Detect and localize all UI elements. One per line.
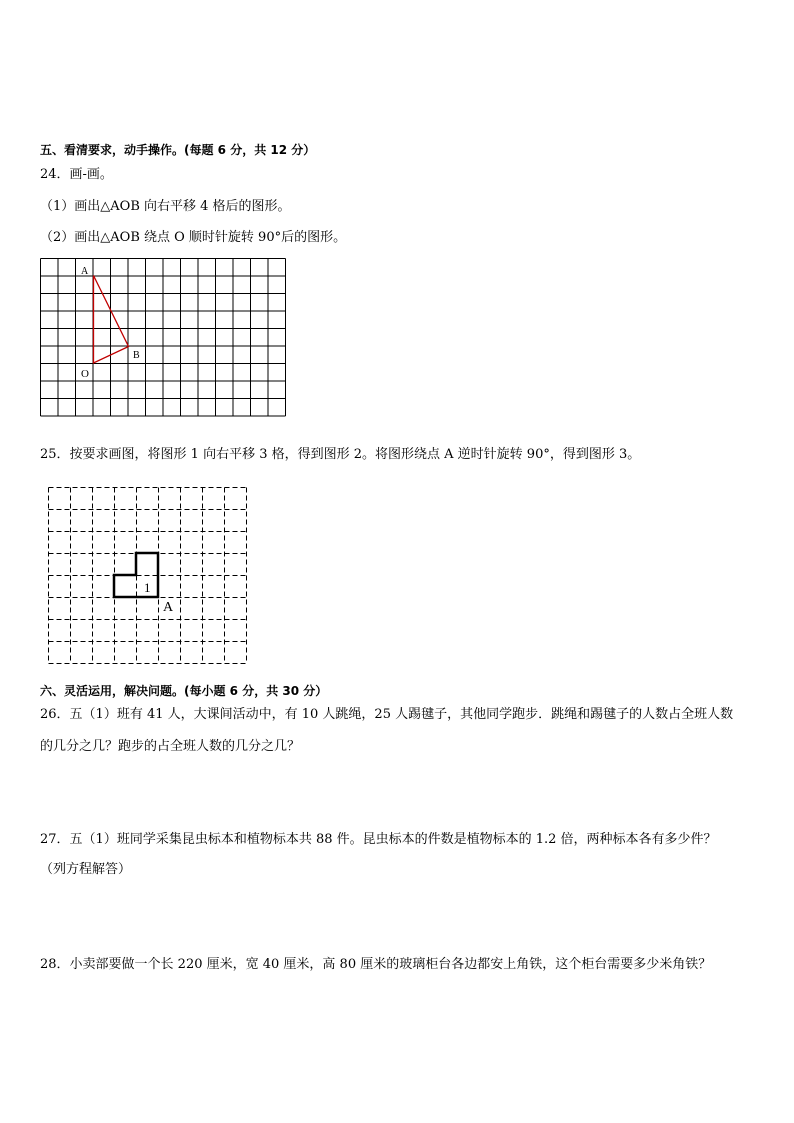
label-o: O (81, 368, 89, 380)
q25-text: 25．按要求画图，将图形 1 向右平移 3 格，得到图形 2。将图形绕点 A 逆时针旋转 90°，得到图形 3。 (40, 447, 641, 462)
q26-line2: 的几分之几？跑步的占全班人数的几分之几？ (40, 739, 301, 754)
q24-grid-figure (40, 258, 288, 436)
q24-part2: （2）画出△AOB 绕点 O 顺时针旋转 90°后的图形。 (40, 230, 347, 245)
shape-1 (114, 553, 158, 597)
shape-1-label: 1 (144, 580, 151, 595)
q27-line2: （列方程解答） (40, 862, 132, 877)
q25-dashed-grid (49, 488, 247, 664)
q28-text: 28．小卖部要做一个长 220 厘米，宽 40 厘米，高 80 厘米的玻璃柜台各边都安上角铁，这个柜台需要多少米角铁？ (40, 957, 712, 972)
point-a-label: A (163, 600, 174, 615)
q24-title: 24．画-画。 (40, 167, 113, 182)
section5-heading: 五、看清要求，动手操作。(每题 6 分，共 12 分） (40, 143, 316, 157)
section6-heading: 六、灵活运用，解决问题。(每小题 6 分，共 30 分） (40, 684, 328, 698)
q24-grid (41, 259, 286, 417)
q25-grid-figure (48, 487, 248, 665)
label-b: B (133, 350, 140, 361)
q24-part1: （1）画出△AOB 向右平移 4 格后的图形。 (40, 199, 291, 214)
q27-line1: 27．五（1）班同学采集昆虫标本和植物标本共 88 件。昆虫标本的件数是植物标本的 1.2 倍，两种标本各有多少件？ (40, 832, 717, 847)
label-a: A (81, 266, 89, 277)
q26-line1: 26．五（1）班有 41 人，大课间活动中，有 10 人跳绳，25 人踢毽子，其他同学跑步．跳绳和踢毽子的人数占全班人数 (40, 707, 734, 722)
